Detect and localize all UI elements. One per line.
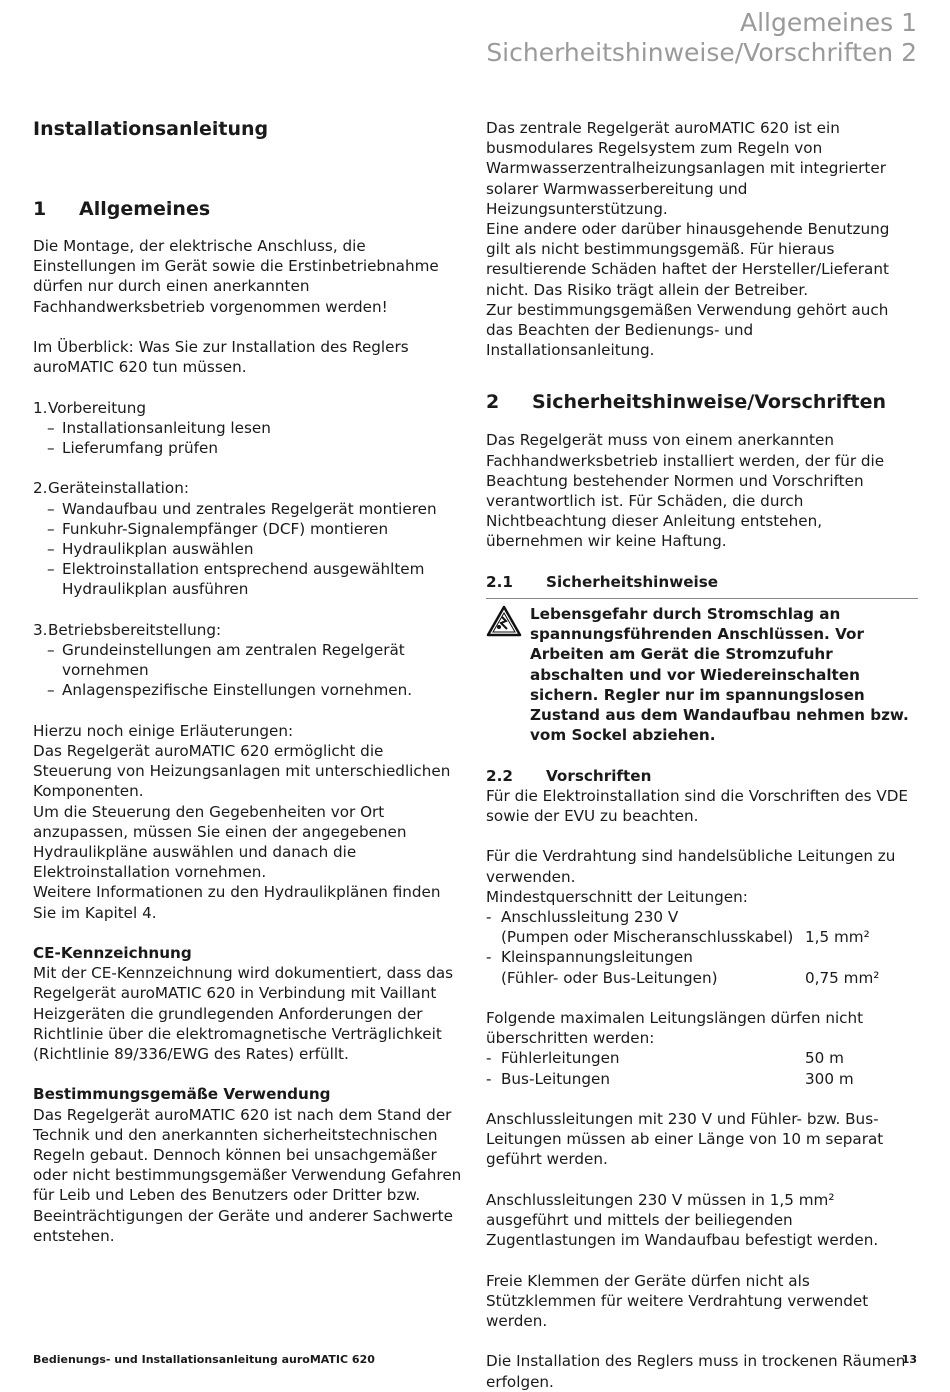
length-item: - Bus-Leitungen 300 m — [486, 1069, 854, 1088]
length-item: - Fühlerleitungen 50 m — [486, 1049, 844, 1068]
step-subitem: – Wandaufbau und zentrales Regelgerät montieren — [47, 499, 437, 518]
step-label: Geräteinstallation: — [48, 479, 189, 498]
section-2-1-title: Sicherheitshinweise — [546, 572, 719, 591]
section-2-number: 2 — [486, 391, 500, 414]
explanation-paragraph: Weitere Informationen zu den Hydraulikplänen finden Sie im Kapitel 4. — [33, 883, 441, 922]
ce-paragraph: Mit der CE-Kennzeichnung wird dokumentiert, dass das Regelgerät auroMATIC 620 in Verbindung mit Vaillant Heizgeräten die grundlegenden Anforderungen der Richtlinie über die elektromagnetische Verträglichkeit (Richtlinie 89/336/EWG des Rates) erfüllt. — [33, 964, 454, 1064]
page-footer — [33, 1353, 917, 1366]
cable-230v-paragraph: Anschlussleitungen 230 V müssen in 1,5 mm² ausgeführt und mittels der beiliegenden Zugentlastungen im Wandaufbau befestigt werden. — [486, 1190, 879, 1250]
intended-use-paragraph: Das Regelgerät auroMATIC 620 ist nach dem Stand der Technik und den anerkannten sicherheitstechnischen Regeln gebaut. Dennoch können bei unsachgemäßer oder nicht bestimmungsgemäßer Verwendung Gefahren für Leib und Leben des Benutzers oder Dritter bzw. Beeinträchtigungen der Geräte und anderer Sachwerte entstehen. — [33, 1105, 462, 1245]
section-2-1-number: 2.1 — [486, 572, 513, 591]
section-2-2-heading — [486, 766, 918, 786]
cross-section-heading: Mindestquerschnitt der Leitungen: — [486, 887, 748, 906]
overview-paragraph: Im Überblick: Was Sie zur Installation des Reglers auroMATIC 620 tun müssen. — [33, 338, 409, 377]
section-2-title: Sicherheitshinweise/Vorschriften — [532, 391, 887, 414]
manual-reference-paragraph: Zur bestimmungsgemäßen Verwendung gehört auch das Beachten der Bedienungs- und Installationsanleitung. — [486, 300, 889, 360]
section-2-heading — [486, 391, 918, 413]
step-subitem: – Installationsanleitung lesen — [47, 418, 271, 437]
cross-section-subitem: (Pumpen oder Mischeranschlusskabel) 1,5 mm² — [501, 928, 870, 947]
section-2-paragraph: Das Regelgerät muss von einem anerkannten Fachhandwerksbetrieb installiert werden, der für die Beachtung bestehender Normen und Vorschriften verantwortlich ist. Für Schäden, die durch Nichtbeachtung dieser Anleitung entstehen, übernehmen wir keine Haftung. — [486, 431, 885, 551]
section-2-2-title: Vorschriften — [546, 766, 652, 785]
explanation-paragraph: Das Regelgerät auroMATIC 620 ermöglicht die Steuerung von Heizungsanlagen mit unterschiedlichen Komponenten. — [33, 742, 451, 801]
intro-paragraph: Die Montage, der elektrische Anschluss, die Einstellungen im Gerät sowie die Erstinbetriebnahme dürfen nur durch einen anerkannten Fachhandwerksbetrieb vorgenommen werden! — [33, 237, 439, 316]
step-subitem: – Hydraulikplan auswählen — [47, 540, 254, 558]
header-line-1: Allgemeines 1 — [739, 8, 917, 37]
step-item — [33, 478, 463, 498]
explanation-paragraph: Um die Steuerung den Gegebenheiten vor Ort anzupassen, müssen Sie einen der angegebenen Hydraulikpläne auswählen und danach die Elektroinstallation vornehmen. — [33, 802, 407, 882]
electric-shock-warning-icon — [486, 604, 530, 745]
step-subitem: – Funkuhr-Signalempfänger (DCF) montieren — [47, 519, 389, 538]
vde-paragraph: Für die Elektroinstallation sind die Vorschriften des VDE sowie der EVU zu beachten. — [486, 786, 909, 826]
step-subitem: – Elektroinstallation entsprechend ausgewähltem Hydraulikplan ausführen — [47, 560, 425, 599]
step-item — [33, 398, 463, 418]
step-number: 1. — [33, 398, 48, 417]
cross-section-item: - Kleinspannungsleitungen — [486, 948, 693, 967]
wiring-paragraph: Für die Verdrahtung sind handelsübliche Leitungen zu verwenden. — [486, 847, 896, 886]
intended-use-heading: Bestimmungsgemäße Verwendung — [33, 1085, 331, 1104]
section-1-heading — [33, 198, 463, 220]
step-label: Betriebsbereitstellung: — [48, 620, 222, 639]
separation-paragraph: Anschlussleitungen mit 230 V und Fühler- bzw. Bus-Leitungen müssen ab einer Länge von 10 m separat geführt werden. — [486, 1110, 884, 1169]
warning-text: Lebensgefahr durch Stromschlag an spannungsführenden Anschlüssen. Vor Arbeiten am Gerät die Stromzufuhr abschalten und vor Wiedereinschalten sichern. Regler nur im spannungslosen Zustand aus dem Wandaufbau nehmen bzw. vom Sockel abziehen. — [530, 605, 909, 745]
dry-rooms-paragraph: Die Installation des Reglers muss in trockenen Räumen erfolgen. — [486, 1352, 906, 1391]
footer-title: Bedienungs- und Installationsanleitung auroMATIC 620 — [33, 1353, 375, 1366]
length-heading: Folgende maximalen Leitungslängen dürfen nicht überschritten werden: — [486, 1009, 864, 1048]
step-item — [33, 620, 463, 640]
step-subitem: – Lieferumfang prüfen — [47, 439, 218, 457]
system-description-paragraph: Das zentrale Regelgerät auroMATIC 620 ist ein busmodulares Regelsystem zum Regeln von Warmwasserzentralheizungsanlagen mit integrierter solarer Warmwasserbereitung und Heizungsunterstützung. — [486, 119, 886, 218]
free-terminals-paragraph: Freie Klemmen der Geräte dürfen nicht als Stützklemmen für weitere Verdrahtung verwendet werden. — [486, 1271, 869, 1331]
steps-list — [33, 398, 463, 701]
page-number: 13 — [901, 1353, 917, 1366]
cross-section-item: - Anschlussleitung 230 V — [486, 908, 679, 927]
step-number: 2. — [33, 479, 48, 498]
step-subitem: – Grundeinstellungen am zentralen Regelgerät vornehmen — [47, 641, 405, 680]
section-1-title: Allgemeines — [79, 198, 211, 220]
step-number: 3. — [33, 620, 48, 639]
right-column — [486, 118, 918, 1392]
explanations-heading: Hierzu noch einige Erläuterungen: — [33, 721, 294, 740]
document-title: Installationsanleitung — [33, 118, 269, 140]
header-line-2: Sicherheitshinweise/Vorschriften 2 — [486, 38, 917, 67]
running-header — [486, 8, 917, 68]
cross-section-subitem: (Fühler- oder Bus-Leitungen) 0,75 mm² — [501, 968, 880, 987]
ce-heading: CE-Kennzeichnung — [33, 944, 192, 963]
warning-box — [486, 598, 918, 745]
section-2-1-heading — [486, 572, 918, 592]
misuse-paragraph: Eine andere oder darüber hinausgehende Benutzung gilt als nicht bestimmungsgemäß. Für hieraus resultierende Schäden haftet der Hersteller/Lieferant nicht. Das Risiko trägt allein der Betreiber. — [486, 220, 890, 299]
step-subitem: – Anlagenspezifische Einstellungen vornehmen. — [47, 681, 413, 700]
left-column — [33, 118, 463, 1246]
section-2-2-number: 2.2 — [486, 766, 513, 785]
section-1-number: 1 — [33, 198, 47, 220]
step-label: Vorbereitung — [48, 398, 147, 417]
